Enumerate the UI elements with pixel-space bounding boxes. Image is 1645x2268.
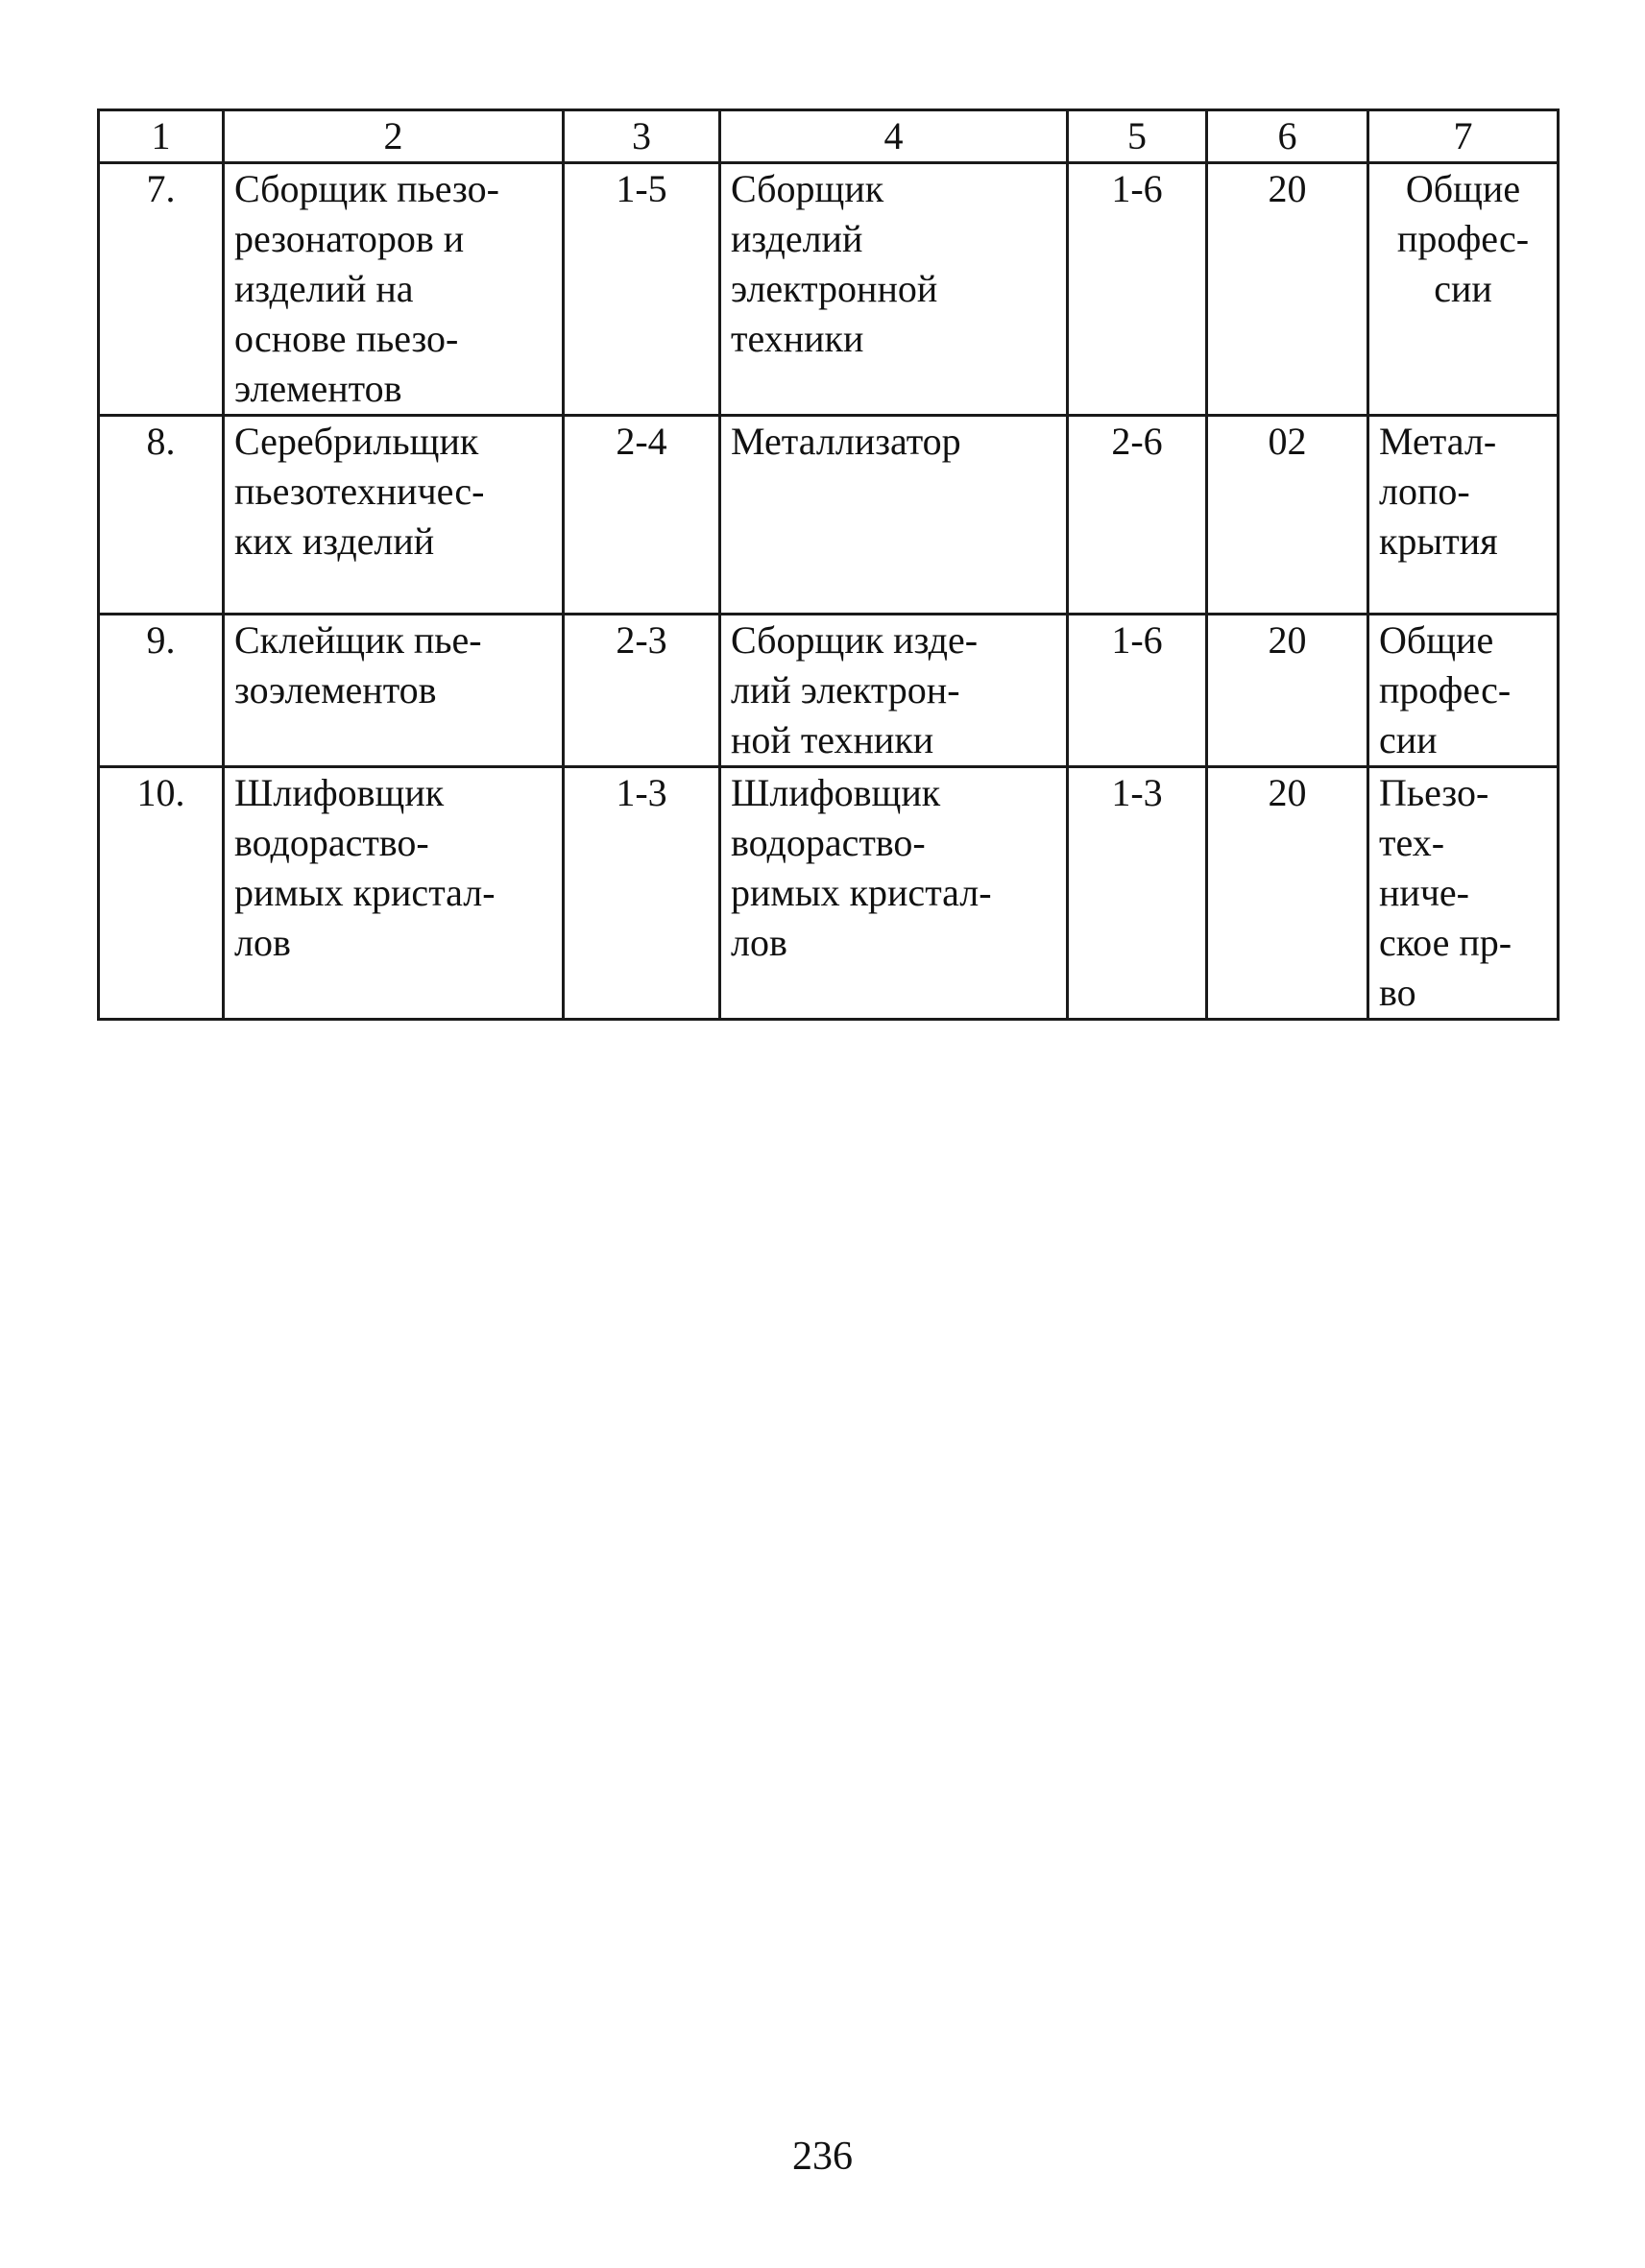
cell-line: Общие [1405,167,1521,210]
table-header-row [99,110,1559,163]
cell-line: водораство- [234,821,429,864]
cell-line: лий электрон- [731,668,960,712]
grade-range-cell: 2-3 [564,615,720,767]
cell-line: изделий [731,217,863,260]
cell-line: профес- [1379,668,1512,712]
cell-line: Сборщик изде- [731,618,979,662]
cell-line: Сборщик [731,167,884,210]
cell-line: Серебрильщик [234,420,479,463]
header-cell: 3 [564,110,720,163]
table-row [99,767,1559,1020]
cell-line: Пьезо- [1379,771,1489,814]
cell-line: основе пьезо- [234,317,459,360]
cell-line: Склейщик пье- [234,618,482,662]
section-cell [1368,163,1559,416]
table-row [99,615,1559,767]
issue-number-cell: 20 [1207,615,1368,767]
row-number: 7. [99,163,224,416]
cell-line: крытия [1379,519,1498,563]
cell-line: ское пр- [1379,921,1512,964]
cell-line: зоэлементов [234,668,437,712]
profession-cell [224,163,564,416]
etks-grade-range-cell: 1-6 [1068,615,1207,767]
issue-number-cell: 20 [1207,767,1368,1020]
cell-line: Метал- [1379,420,1497,463]
cell-line: римых кристал- [731,871,992,914]
cell-line: водораство- [731,821,926,864]
header-cell: 7 [1368,110,1559,163]
cell-line: римых кристал- [234,871,496,914]
cell-line: Общие [1379,618,1494,662]
cell-line: лов [234,921,291,964]
cell-line: профес- [1396,217,1530,260]
profession-cell [224,416,564,615]
cell-line: сии [1379,718,1438,761]
section-cell [1368,767,1559,1020]
cell-line: элементов [234,367,402,410]
etks-grade-range-cell: 2-6 [1068,416,1207,615]
cell-line: лопо- [1379,470,1470,513]
header-cell: 1 [99,110,224,163]
cell-line: сии [1434,267,1492,310]
header-cell: 2 [224,110,564,163]
cell-line: ной техники [731,718,934,761]
cell-line: лов [731,921,787,964]
header-cell: 5 [1068,110,1207,163]
header-cell: 6 [1207,110,1368,163]
section-cell [1368,416,1559,615]
cell-line: Шлифовщик [731,771,941,814]
profession-cell [224,615,564,767]
etks-profession-cell [720,615,1068,767]
grade-range-cell: 2-4 [564,416,720,615]
row-number: 8. [99,416,224,615]
issue-number-cell: 02 [1207,416,1368,615]
etks-profession-cell [720,163,1068,416]
cell-line: Шлифовщик [234,771,445,814]
grade-range-cell: 1-5 [564,163,720,416]
header-cell: 4 [720,110,1068,163]
table-row [99,416,1559,615]
cell-line: Металлизатор [731,420,961,463]
page-number: 236 [792,2135,853,2179]
etks-grade-range-cell: 1-6 [1068,163,1207,416]
etks-profession-cell [720,416,1068,615]
profession-cell [224,767,564,1020]
etks-grade-range-cell: 1-3 [1068,767,1207,1020]
cell-line: тех- [1379,821,1445,864]
cell-line: ких изделий [234,519,435,563]
cell-line: резонаторов и [234,217,465,260]
section-cell [1368,615,1559,767]
table-row [99,163,1559,416]
cell-line: ниче- [1379,871,1470,914]
row-number: 10. [99,767,224,1020]
cell-line: Сборщик пьезо- [234,167,499,210]
cell-line: во [1379,971,1416,1014]
cell-line: техники [731,317,864,360]
row-number: 9. [99,615,224,767]
etks-profession-cell [720,767,1068,1020]
professions-table [97,109,1560,1021]
cell-line: пьезотехничес- [234,470,485,513]
cell-line: электронной [731,267,938,310]
cell-line: изделий на [234,267,414,310]
grade-range-cell: 1-3 [564,767,720,1020]
issue-number-cell: 20 [1207,163,1368,416]
